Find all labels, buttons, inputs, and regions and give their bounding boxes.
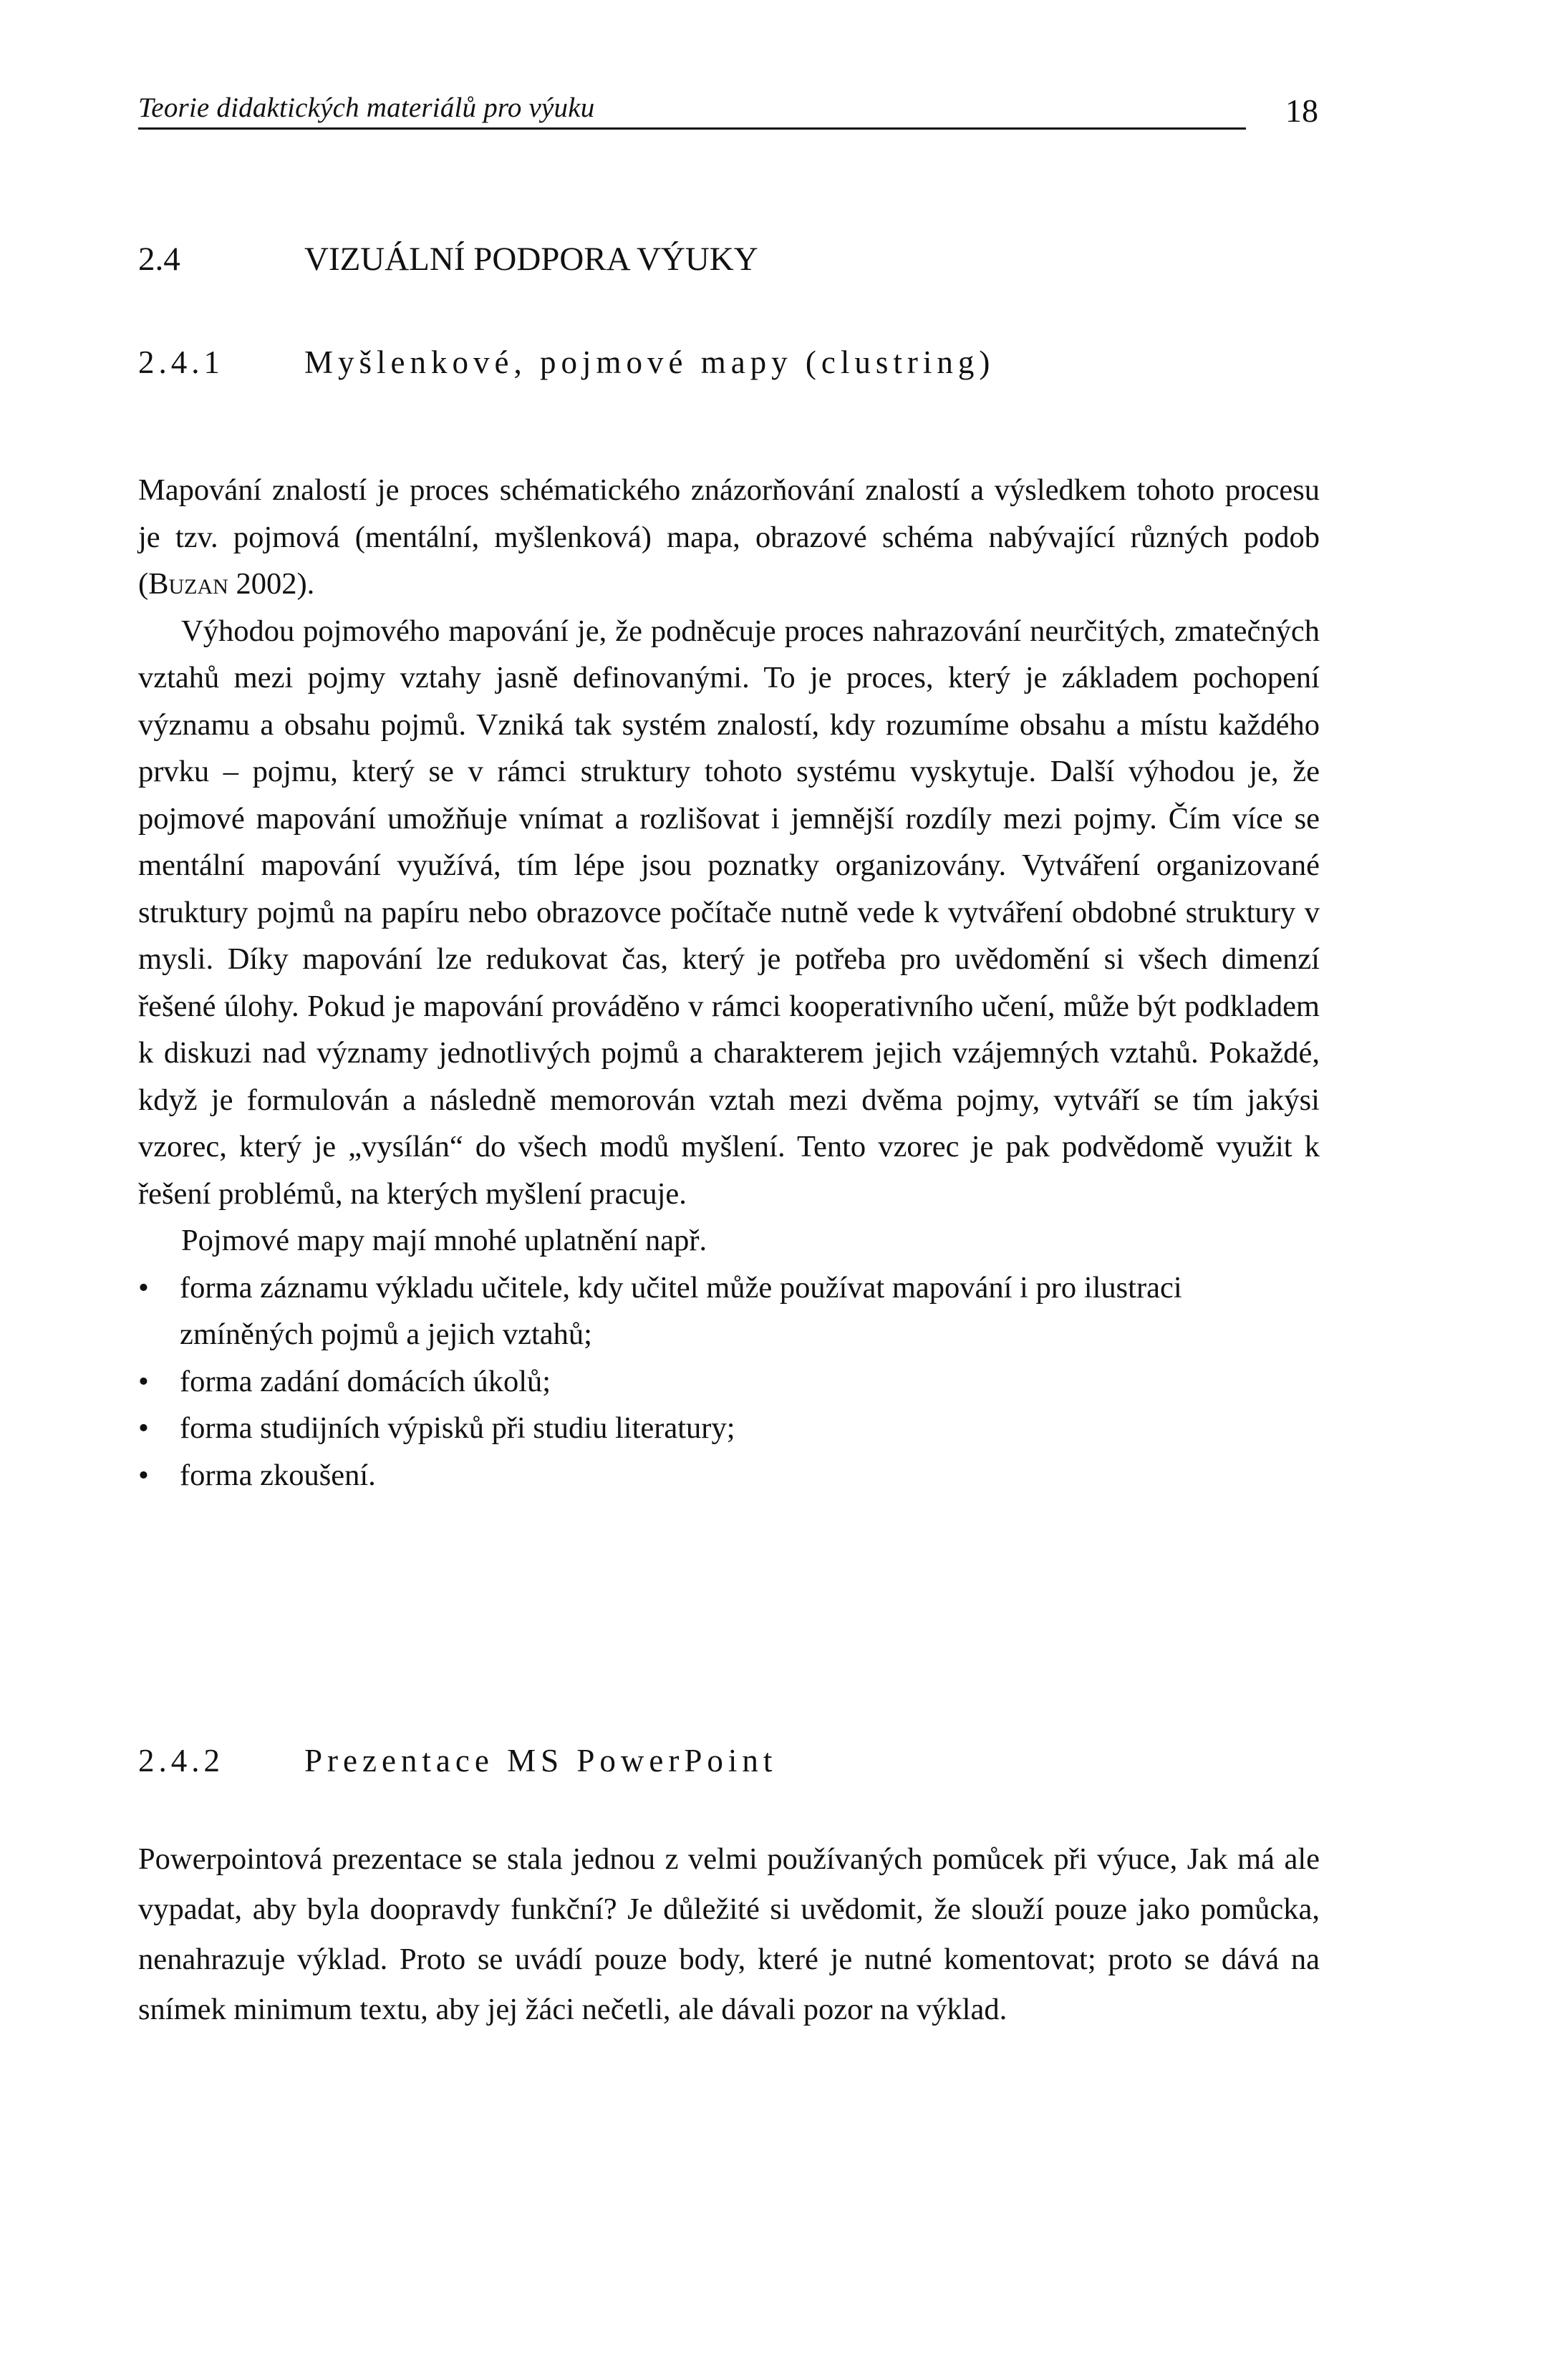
header-rule	[138, 127, 1246, 130]
paragraph-3: Pojmové mapy mají mnohé uplatnění např.	[181, 1224, 707, 1257]
bullet-icon: •	[138, 1411, 149, 1445]
list-item: • forma studijních výpisků při studiu literatury;	[138, 1405, 1320, 1452]
subsection-heading-2	[138, 1742, 777, 1779]
paragraph-2: Výhodou pojmového mapování je, že podněcuje proces nahrazování neurčitých, zmatečných vztahů mezi pojmy vztahy jasně definovanými. To je proces, který je základem pochopení významu a obsahu pojmů. Vzniká tak systém znalostí, kdy rozumíme obsahu a místu každého prvku – pojmu, který se v rámci struktury tohoto systému vyskytuje. Další výhodou je, že pojmové mapování umožňuje vnímat a rozlišovat i jemnější rozdíly mezi pojmy. Čím více se mentální mapování využívá, tím lépe jsou poznatky organizovány. Vytváření organizované struktury pojmů na papíru nebo obrazovce počítače nutně vede k vytváření obdobné struktury v mysli. Díky mapování lze redukovat čas, který je potřeba pro uvědomění si všech dimenzí řešené úlohy. Pokud je mapování prováděno v rámci kooperativního učení, může být podkladem k diskuzi nad významy jednotlivých pojmů a charakterem jejich vzájemných vztahů. Pokaždé, když je formulován a následně memorován vztah mezi dvěma pojmy, vytváří se tím jakýsi vzorec, který je „vysílán“ do všech modů myšlení. Tento vzorec je pak podvědomě využit k řešení problémů, na kterých myšlení pracuje.	[138, 614, 1320, 1211]
body-block-2	[138, 1834, 1320, 2035]
section-number: 2.4	[138, 241, 180, 278]
running-header	[138, 84, 1246, 133]
paragraph-4: Powerpointová prezentace se stala jednou z velmi používaných pomůcek při výuce, Jak má ale vypadat, aby byla doopravdy funkční? Je důležité si uvědomit, že slouží pouze jako pomůcka, nenahrazuje výklad. Proto se uvádí pouze body, které je nutné komentovat; proto se dává na snímek minimum textu, aby jej žáci nečetli, ale dávali pozor na výklad.	[138, 1842, 1320, 2026]
bullet-icon: •	[138, 1364, 149, 1398]
section-title: VIZUÁLNÍ PODPORA VÝUKY	[304, 241, 758, 278]
subsection-number: 2.4.1	[138, 344, 224, 380]
subsection-title: Prezentace MS PowerPoint	[304, 1743, 778, 1779]
bullet-icon: •	[138, 1270, 149, 1305]
list-item: • forma zadání domácích úkolů;	[138, 1358, 1320, 1406]
subsection-number: 2.4.2	[138, 1743, 224, 1779]
section-heading	[138, 240, 758, 279]
page-number: 18	[1285, 92, 1318, 129]
bullet-icon: •	[138, 1458, 149, 1492]
citation-author: Buzan	[148, 567, 228, 601]
subsection-title: Myšlenkové, pojmové mapy (clustring)	[304, 344, 995, 380]
body-block-1	[138, 467, 1320, 1499]
list-item: • forma zkoušení.	[138, 1452, 1320, 1499]
subsection-heading-1	[138, 344, 995, 381]
list-item: • forma záznamu výkladu učitele, kdy učitel může používat mapování i pro ilustraci zmíněných pojmů a jejich vztahů;	[138, 1264, 1320, 1358]
paragraph-1: Mapování znalostí je proces schématického znázorňování znalostí a výsledkem tohoto procesu je tzv. pojmová (mentální, myšlenková) mapa, obrazové schéma nabývající různých podob (Buzan 2002).	[138, 473, 1320, 601]
header-title: Teorie didaktických materiálů pro výuku	[138, 92, 595, 123]
bullet-list	[138, 1264, 1320, 1499]
